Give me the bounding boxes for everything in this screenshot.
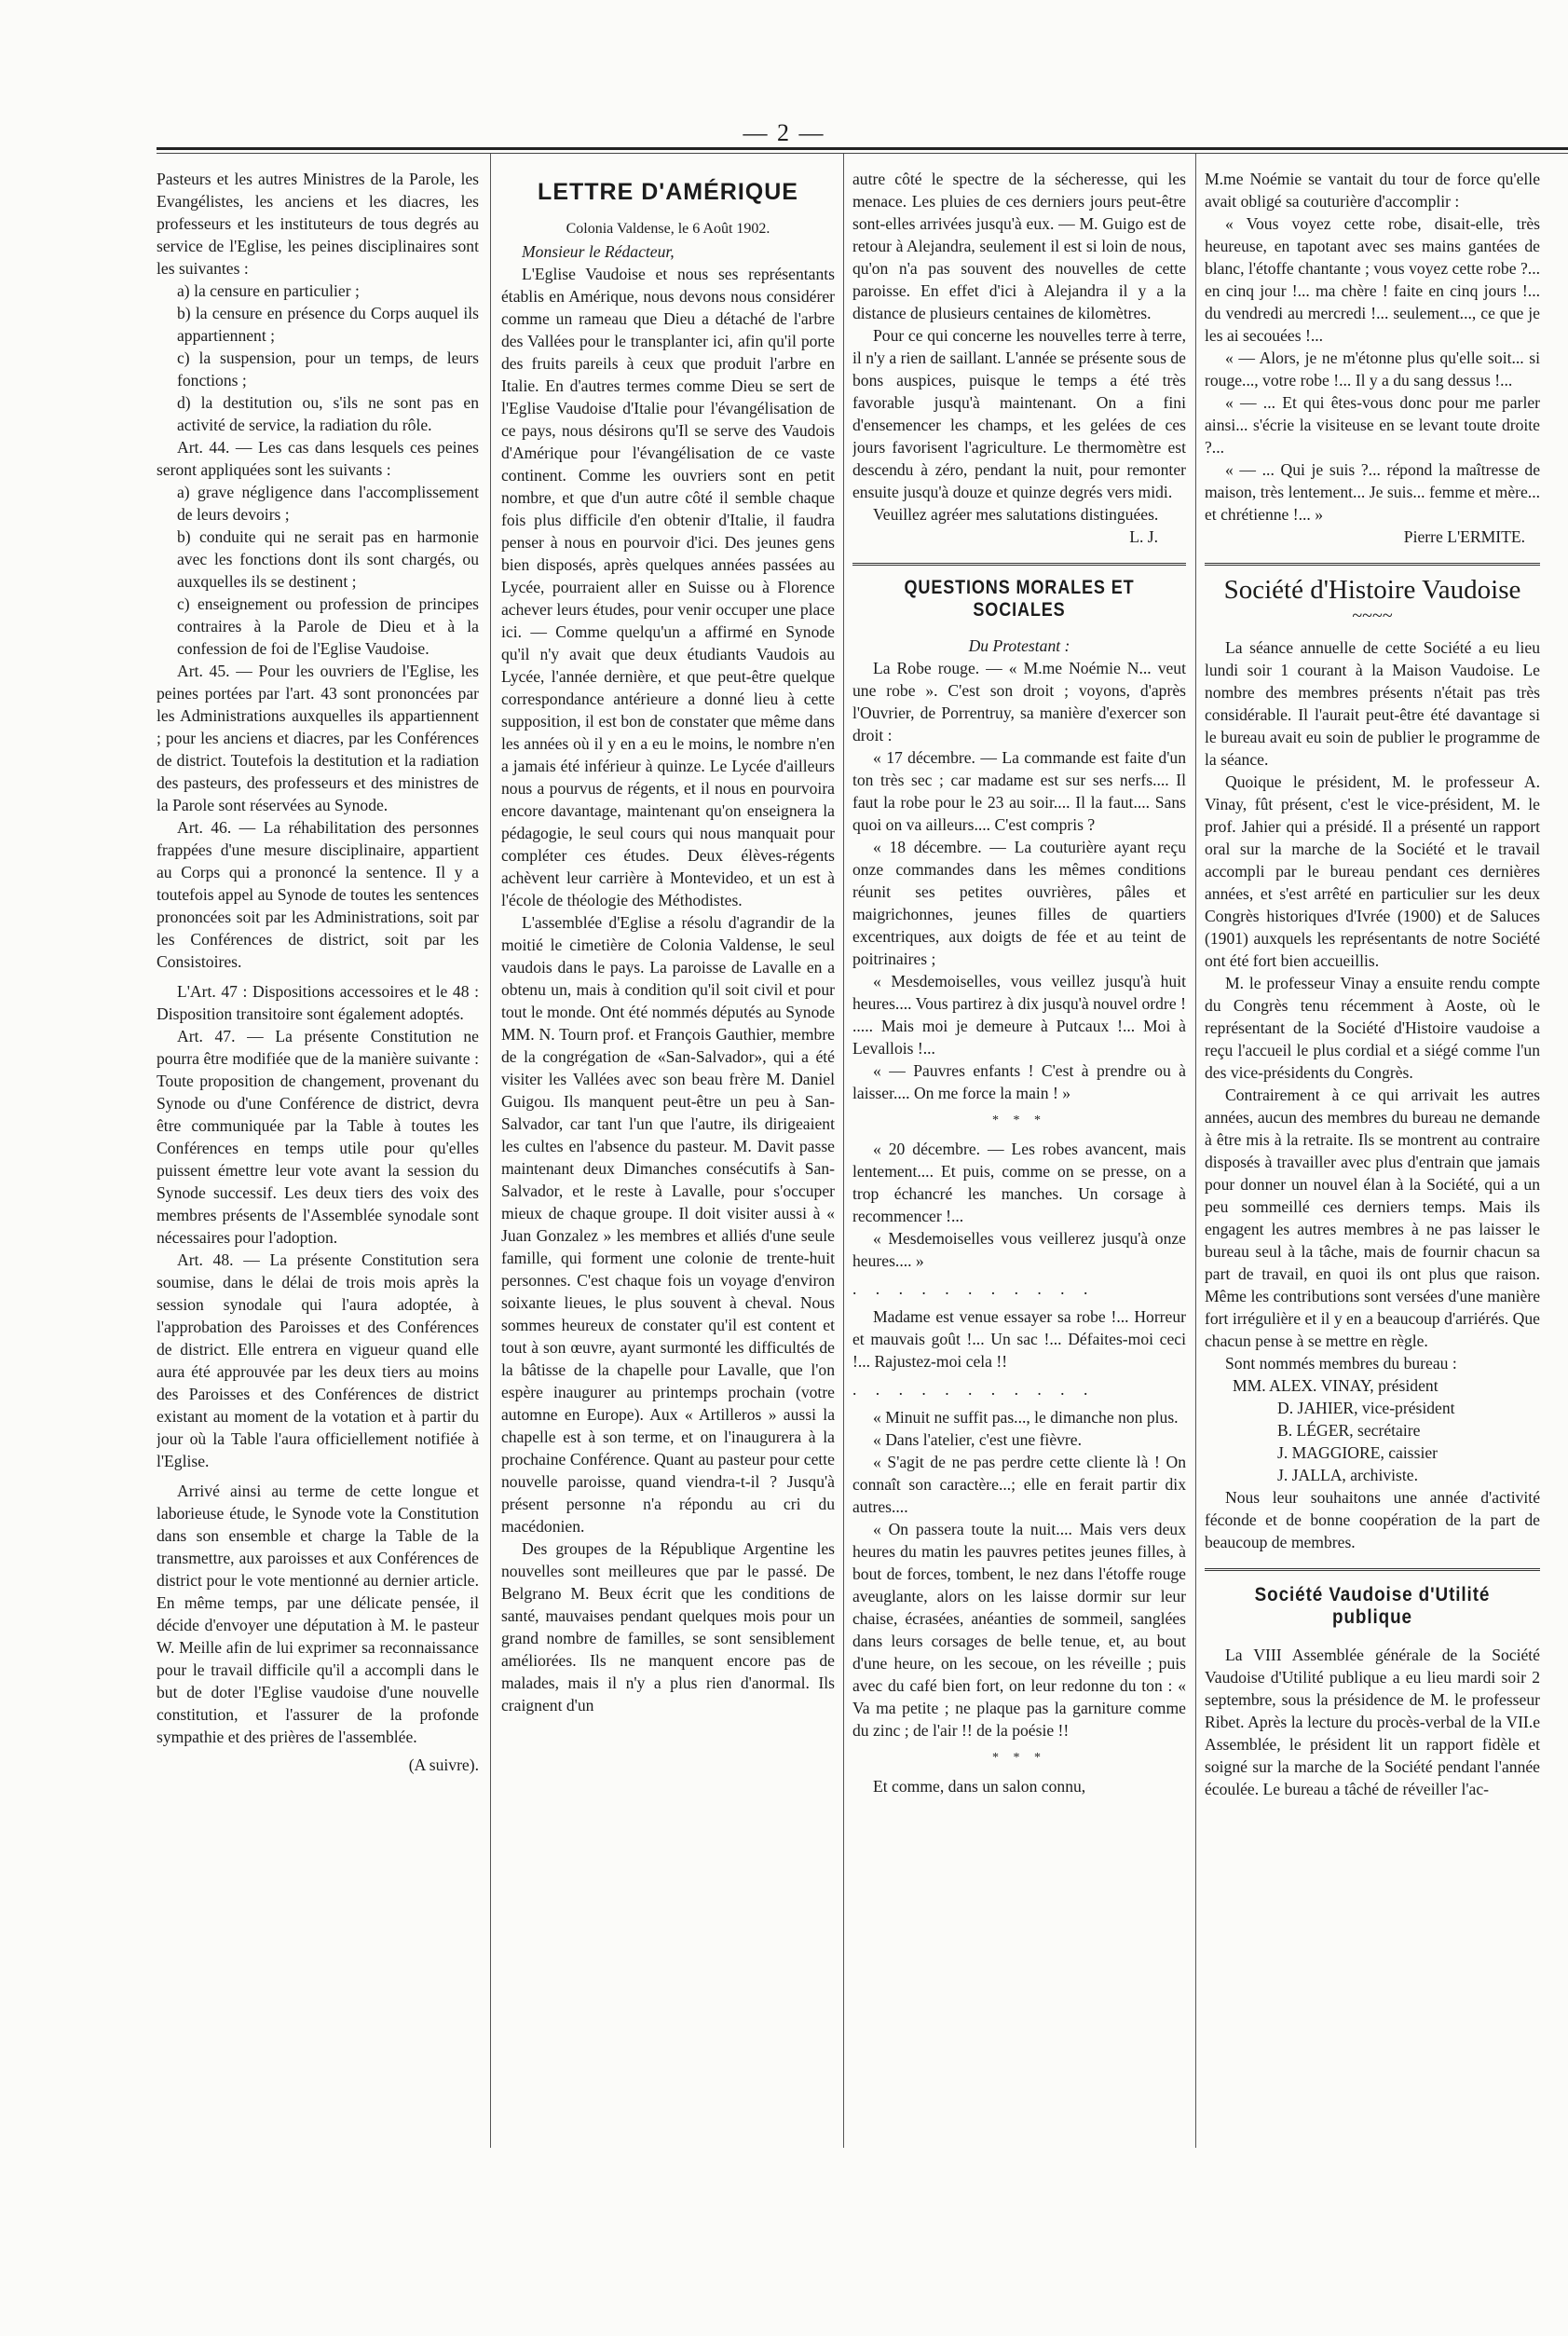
- paragraph: Nous leur souhaitons une année d'activité féconde et de bonne coopération de la part de beaucoup de membres.: [1205, 1488, 1540, 1551]
- page-number: — 2 —: [743, 119, 825, 146]
- article-48: Art. 48. — La présente Constitution sera soumise, dans le délai de trois mois après la session synodale qui l'aura adoptée, à l'approbation des Paroisses et des Conférences de district. Elle entrera en vigueur quand elle aura été approuvée par les deux tiers au moins des Paroisses et des Conférences de district existant au moment de la votation et à partir du jour où la Table l'aura officiellement notifiée à l'Eglise.: [157, 1250, 479, 1470]
- list-item: d) la destitution ou, s'ils ne sont pas en activité de service, la radiation du rôle.: [177, 393, 479, 434]
- paragraph: M. le professeur Vinay a ensuite rendu compte du Congrès tenu récemment à Aoste, où le représentant de la Société d'Histoire vaudoise a reçu l'accueil le plus cordial et a siégé comme l'un des vice-présidents du Congrès.: [1205, 974, 1540, 1082]
- separator: [1205, 1568, 1540, 1571]
- top-rule: [157, 147, 1568, 150]
- paragraph: Quoique le président, M. le professeur A. Vinay, fût présent, c'est le vice-président, M. le prof. Jahier qui a présidé. Il a présenté un rapport oral sur la marche de la Société et le travail accompli par le bureau pendant ces dernières années, et s'est arrêté en particulier sur les deux Congrès historiques d'Ivrée (1900) et de Saluces (1901) auxquels les représentants de notre Société ont été fort bien accueillis.: [1205, 772, 1540, 970]
- paragraph: L'Art. 47 : Dispositions accessoires et le 48 : Disposition transitoire sont également adoptés.: [157, 982, 479, 1023]
- member-line: D. JAHIER, vice-président: [1277, 1399, 1455, 1417]
- paragraph: Arrivé ainsi au terme de cette longue et laborieuse étude, le Synode vote la Constitution dans son ensemble et charge la Table de la transmettre, aux paroisses et aux Conférences de district pour le vote mentionné au dernier article. En même temps, par une délicate pensée, il décide d'envoyer une députation à M. le pasteur W. Meille afin de lui exprimer sa reconnaissance pour le travail difficile qu'il a accompli dans le but de doter l'Eglise vaudoise d'une nouvelle constitution, et l'assurer de la profonde sympathie et des prières de l'assemblée.: [157, 1482, 479, 1746]
- column-divider: [843, 154, 844, 2148]
- section-heading: Société d'Histoire Vaudoise: [1223, 575, 1521, 605]
- paragraph: « 18 décembre. — La couturière ayant reçu onze commandes dans les mêmes conditions réunit ses petites ouvrières, pâles et maigrichonnes, jeunes filles de quartiers excentriques, aux doigts de fée et au teint de poitrinaires ;: [852, 838, 1186, 968]
- column-2: [501, 168, 835, 2143]
- article-heading: LETTRE D'AMÉRIQUE: [538, 179, 798, 205]
- paragraph: « — Alors, je ne m'étonne plus qu'elle soit... si rouge..., votre robe !... Il y a du sang dessus !...: [1205, 348, 1540, 389]
- member-line: B. LÉGER, secrétaire: [1277, 1421, 1421, 1440]
- paragraph: L'Eglise Vaudoise et nous ses représentants établis en Amérique, nous devons nous considérer comme un rameau que Dieu a détaché de l'arbre des Vallées pour le transplanter ici, afin qu'il porte des fruits pareils à ceux que produit l'arbre en Italie. En d'autres termes comme Dieu se sert de l'Eglise Vaudoise d'Italie pour l'évangélisation de ce pays, nous désirons qu'Il se serve des Vaudois d'Amérique pour l'évangélisation de ce vaste continent. Comme les ouvriers sont en petit nombre, et que d'un autre côté il semble chaque fois plus difficile d'en obtenir d'Italie, il faudra penser à nous en pourvoir d'ici. Des jeunes gens bien disposés, après quelques années passées au Lycée, pourraient aller en Suisse ou à Florence achever leurs études, pour venir occuper une place ici. — Comme quelqu'un a affirmé en Synode qu'il n'y avait que deux étudiants Vaudois au Lycée, l'année dernière, et que peut-être quelque correspondance antérieure a donné lieu à cette supposition, il est bon de constater que même dans les années où il y en a eu le moins, le nombre n'en a jamais été inférieur à quinze. Le Lycée d'ailleurs nous a pourvus de régents, et il nous en pourvoira encore davantage, maintenant qu'on enseignera la pédagogie, le seul cours qui nous manquait pour compléter ces études. Deux élèves-régents achèvent leur carrière à Montevideo, et un est à l'école de théologie des Méthodistes.: [501, 265, 835, 909]
- ellipsis-line: . . . . . . . . . . .: [852, 1279, 1096, 1298]
- ornament: ~~~~: [1352, 606, 1393, 626]
- paragraph: « 17 décembre. — La commande est faite d'un ton très sec ; car madame est sur ses nerfs.... Il faut la robe pour le 23 au soir.... Il la faut.... Sans quoi on va ailleurs.... C'est compris ?: [852, 748, 1186, 834]
- top-rule-thin: [157, 153, 1568, 154]
- paragraph: « — ... Et qui êtes-vous donc pour me parler ainsi... s'écrie la visiteuse en se levant toute droite ?...: [1205, 393, 1540, 457]
- separator: [1205, 563, 1540, 566]
- paragraph: « On passera toute la nuit.... Mais vers deux heures du matin les pauvres petites jeunes filles, à bout de forces, tombent, le nez dans l'étoffe rouge aveuglante, alors on les laisse dormir sur leur chaise, écrasées, anéanties de sommeil, sanglées dans leurs corsages de belle tenue, et, au bout d'une heure, on les secoue, on les réveille ; puis avec du café bien fort, on leur redonne du ton : « Va ma petite ; ne plaque pas la garniture comme du zinc ; de l'air !! de la poésie !!: [852, 1520, 1186, 1740]
- paragraph: « — ... Qui je suis ?... répond la maîtresse de maison, très lentement... Je suis... femme et mère... et chrétienne !... »: [1205, 460, 1540, 524]
- paragraph: Pasteurs et les autres Ministres de la Parole, les Evangélistes, les anciens et les diacres, les professeurs et les instituteurs de tous degrés au service de l'Eglise, les peines disciplinaires sont les suivantes :: [157, 170, 479, 278]
- dateline: Colonia Valdense, le 6 Août 1902.: [566, 221, 770, 237]
- paragraph: Pour ce qui concerne les nouvelles terre à terre, il n'y a rien de saillant. L'année se présente sous de bons auspices, puisque le temps a été très favorable jusqu'à maintenant. On a fini d'ensemencer les champs, et les gelées de ces jours favorisent l'agriculture. Le thermomètre est descendu à zéro, pendant la nuit, pour remonter ensuite jusqu'à douze et quinze degrés vers midi.: [852, 326, 1186, 501]
- list-item: b) conduite qui ne serait pas en harmonie avec les fonctions dont ils sont chargés, ou auxquelles ils se destinent ;: [177, 527, 479, 591]
- article-46: Art. 46. — La réhabilitation des personnes frappées d'une mesure disciplinaire, appartient au Corps qui a prononcé la sentence. Il y a toutefois appel au Synode de toutes les sentences prononcées soit par les Administrations, soit par les Conférences de district, soit par les Consistoires.: [157, 818, 479, 971]
- list-item: c) la suspension, pour un temps, de leurs fonctions ;: [177, 348, 479, 389]
- asterism: * * *: [992, 1113, 1046, 1127]
- section-heading: QUESTIONS MORALES ET SOCIALES: [904, 577, 1135, 621]
- column-divider: [1195, 154, 1196, 2148]
- ellipsis-line: . . . . . . . . . . .: [852, 1380, 1096, 1399]
- article-45: Art. 45. — Pour les ouvriers de l'Eglise, les peines portées par l'art. 43 sont prononcées par les Administrations auxquelles ils appartiennent ; pour les anciens et diacres, par les Conférences de district. Toutefois la destitution et la radiation des pasteurs, des professeurs et des ministres de la Parole sont réservées au Synode.: [157, 662, 479, 814]
- list-item: a) grave négligence dans l'accomplissement de leurs devoirs ;: [177, 483, 479, 524]
- column-4: [1205, 168, 1540, 2143]
- article-47: Art. 47. — La présente Constitution ne pourra être modifiée que de la manière suivante : Toute proposition de changement, provenant du Synode ou d'une Conférence de district, devra être communiquée par la Table à toutes les Conférences en temps utile pour qu'elles puissent émettre leur vote avant la session du Synode successif. Les deux tiers des voix des membres présents de l'Assemblée synodale sont nécessaires pour l'adoption.: [157, 1027, 479, 1247]
- member-line: MM. ALEX. VINAY, président: [1233, 1376, 1438, 1395]
- signature: L. J.: [1129, 527, 1158, 546]
- paragraph: « Minuit ne suffit pas..., le dimanche non plus.: [873, 1408, 1179, 1427]
- column-divider: [490, 154, 491, 2148]
- separator: [852, 563, 1186, 566]
- source: Du Protestant :: [968, 636, 1070, 655]
- paragraph: La VIII Assemblée générale de la Société Vaudoise d'Utilité publique a eu lieu mardi soir 2 septembre, sous la présidence de M. le professeur Ribet. Après la lecture du procès-verbal de la VII.e Assemblée, le président lit un rapport fidèle et soigné sur la marche de la Société pendant l'année écoulée. Le bureau a tâché de réveiller l'ac-: [1205, 1646, 1540, 1798]
- paragraph: « Dans l'atelier, c'est une fièvre.: [873, 1430, 1082, 1449]
- paragraph: « Mesdemoiselles, vous veillez jusqu'à huit heures.... Vous partirez à dix jusqu'à nouvel ordre ! ..... Mais moi je demeure à Putcaux !... Moi à Levallois !...: [852, 972, 1186, 1058]
- paragraph: « 20 décembre. — Les robes avancent, mais lentement.... Et puis, comme on se presse, on a trop échancré les manches. Un corsage à recommencer !...: [852, 1140, 1186, 1225]
- member-line: J. JALLA, archiviste.: [1277, 1466, 1418, 1484]
- article-44: Art. 44. — Les cas dans lesquels ces peines seront appliquées sont les suivants :: [157, 438, 479, 479]
- to-be-continued: (A suivre).: [408, 1755, 479, 1774]
- signature: Pierre L'ERMITE.: [1403, 527, 1525, 546]
- asterism: * * *: [992, 1751, 1046, 1765]
- paragraph: L'assemblée d'Eglise a résolu d'agrandir de la moitié le cimetière de Colonia Valdense, le seul vaudois dans le pays. La paroisse de Lavalle en a obtenu un, mais à condition qu'il soit civil et pour tout le monde. Ont été nommés députés au Synode MM. N. Tourn prof. et François Gauthier, membre de la congrégation de «San-Salvador», qui a été visiter les Vallées avec son beau frère M. Daniel Guigou. Ils manquent peut-être un peu à San-Salvador, car tant l'un que l'autre, ils dirigeaient les cultes en l'absence du pasteur. M. Davit passe maintenant deux Dimanches consécutifs à San-Salvador, et le reste à Lavalle, pour s'occuper mieux de chaque groupe. Il doit visiter aussi à « Juan Gonzalez » les membres et alliés d'une seule famille, qui forment une colonie de trente-huit personnes. C'est chaque fois un voyage d'environ soixante lieues, le plus souvent à cheval. Nous sommes heureux de constater qu'il est content et tout à son œuvre, ayant surmonté les difficultés de la bâtisse de la chapelle pour Lavalle, que l'on espère inaugurer au printemps prochain (votre automne en Europe). Aux « Artilleros » aussi la chapelle est à son terme, et on l'inaugurera à la prochaine Conférence. Quant au pasteur pour cette nouvelle paroisse, quand viendra-t-il ? Jusqu'à présent personne n'a répondu au cri du macédonien.: [501, 913, 835, 1536]
- column-3: [852, 168, 1186, 2143]
- paragraph: Des groupes de la République Argentine les nouvelles sont meilleures que par le passé. De Belgrano M. Beux écrit que les conditions de santé, mauvaises pendant quelques mois pour un grand nombre de familles, se sont sensiblement améliorées. Ils ne manquent encore pas de malades, mais il n'y a plus rien d'anormal. Ils craignent d'un: [501, 1539, 835, 1714]
- paragraph: La séance annuelle de cette Société a eu lieu lundi soir 1 courant à la Maison Vaudoise. Le nombre des membres présents n'était pas très considérable. Il l'aurait peut-être été davantage si le bureau avait eu soin de publier le programme de la séance.: [1205, 638, 1540, 769]
- paragraph: « — Pauvres enfants ! C'est à prendre ou à laisser.... On me force la main ! »: [852, 1061, 1186, 1102]
- column-1: [157, 168, 479, 2143]
- paragraph: Veuillez agréer mes salutations distinguées.: [873, 505, 1159, 524]
- salutation: Monsieur le Rédacteur,: [522, 242, 675, 261]
- section-heading: Société Vaudoise d'Utilité publique: [1254, 1584, 1491, 1628]
- paragraph: Sont nommés membres du bureau :: [1225, 1354, 1457, 1373]
- paragraph: M.me Noémie se vantait du tour de force qu'elle avait obligé sa couturière d'accomplir :: [1205, 170, 1540, 211]
- list-item: c) enseignement ou profession de principes contraires à la Parole de Dieu et à la confession de foi de l'Eglise Vaudoise.: [177, 594, 479, 658]
- paragraph: autre côté le spectre de la sécheresse, qui les menace. Les pluies de ces derniers jours peut-être sont-elles arrivées jusqu'à eux. — M. Guigo est de retour à Alejandra, seulement il est si loin de nous, qu'on n'a pas souvent des nouvelles de cette paroisse. En effet d'ici à Alejandra il y a la distance de plusieurs centaines de kilomètres.: [852, 170, 1186, 322]
- paragraph: Madame est venue essayer sa robe !... Horreur et mauvais goût !... Un sac !... Défaites-moi ceci !... Rajustez-moi cela !!: [852, 1307, 1186, 1371]
- paragraph: « Vous voyez cette robe, disait-elle, très heureuse, en tapotant avec ses mains gantées de blanc, l'étoffe chantante ; vous voyez cette robe ?... en cinq jour !... ma chère ! faite en cinq jours !... du vendredi au mercredi !... seulement..., ce que je les ai secouées !...: [1205, 214, 1540, 345]
- paragraph: Contrairement à ce qui arrivait les autres années, aucun des membres du bureau ne demande à être mis à la retraite. Ils se montrent au contraire disposés à travailler avec plus d'entrain que jamais pour donner un nouvel élan à la Société, qui a un peu sommeillé ces derniers temps. Mais ils engagent les autres membres à ne pas laisser le bureau seul à la tâche, mais de fournir chacun sa part de travail, en quoi ils ont plus que raison. Même les contributions sont versées d'une manière fort irrégulière et il y en a beaucoup d'arriérés. Que chacun pense à se mettre en règle.: [1205, 1086, 1540, 1350]
- list-item: b) la censure en présence du Corps auquel ils appartiennent ;: [177, 304, 479, 345]
- paragraph: « S'agit de ne pas perdre cette cliente là ! On connaît son caractère...; elle en ferait partir dix autres....: [852, 1453, 1186, 1516]
- paragraph: « Mesdemoiselles vous veillerez jusqu'à onze heures.... »: [852, 1229, 1186, 1270]
- list-item: a) la censure en particulier ;: [177, 281, 360, 300]
- paragraph: La Robe rouge. — « M.me Noémie N... veut une robe ». C'est son droit ; voyons, d'après l'Ouvrier, de Porrentruy, sa manière d'exercer son droit :: [852, 659, 1186, 745]
- member-line: J. MAGGIORE, caissier: [1277, 1443, 1438, 1462]
- paragraph: Et comme, dans un salon connu,: [873, 1777, 1086, 1796]
